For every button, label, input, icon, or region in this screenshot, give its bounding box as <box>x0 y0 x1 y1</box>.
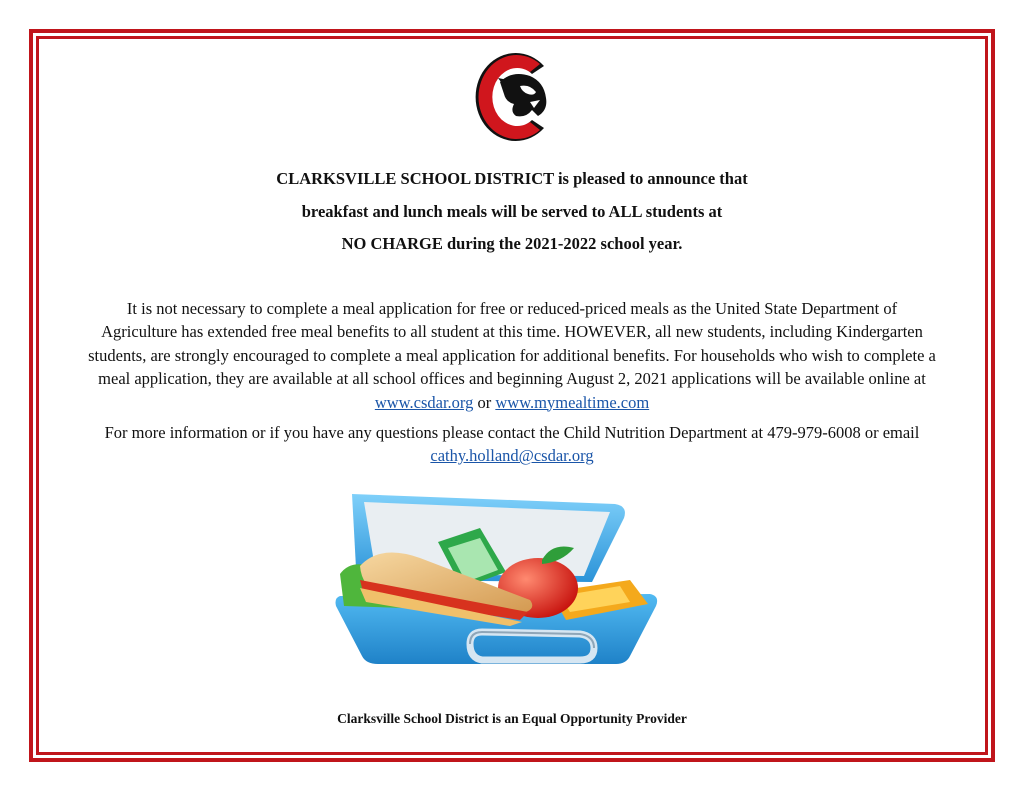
info-line-2: Agriculture has extended free meal benefits to all student at this time. HOWEVER, all new students, including Kindergarten <box>101 322 923 342</box>
contact-paragraph <box>40 421 984 468</box>
info-line-4: meal application, they are available at all school offices and beginning August 2, 2021 applications will be available online at <box>98 369 926 389</box>
links-connector: or <box>473 392 496 412</box>
announcement-line-2: breakfast and lunch meals will be served to ALL students at <box>301 202 723 221</box>
mymealtime-link[interactable]: www.mymealtime.com <box>495 392 650 412</box>
contact-line: For more information or if you have any questions please contact the Child Nutrition Department at 479-979-6008 or email <box>104 423 920 442</box>
csdar-link[interactable]: www.csdar.org <box>374 392 474 412</box>
clarksville-logo-icon <box>464 46 556 148</box>
links-line <box>40 391 984 414</box>
email-link[interactable]: cathy.holland@csdar.org <box>430 446 594 466</box>
info-line-1: It is not necessary to complete a meal application for free or reduced-priced meals as the United State Department of <box>126 299 898 318</box>
announcement-line-3: NO CHARGE during the 2021-2022 school year. <box>341 234 683 253</box>
announcement-line-1: CLARKSVILLE SCHOOL DISTRICT is pleased to announce that <box>276 169 748 188</box>
equal-opportunity-footer: Clarksville School District is an Equal Opportunity Provider <box>337 711 687 726</box>
info-paragraph <box>40 297 984 414</box>
lunchbox-illustration-icon <box>330 484 675 672</box>
info-line-3: students, are strongly encouraged to complete a meal application for additional benefits. For households who wish to complete a <box>88 345 936 365</box>
